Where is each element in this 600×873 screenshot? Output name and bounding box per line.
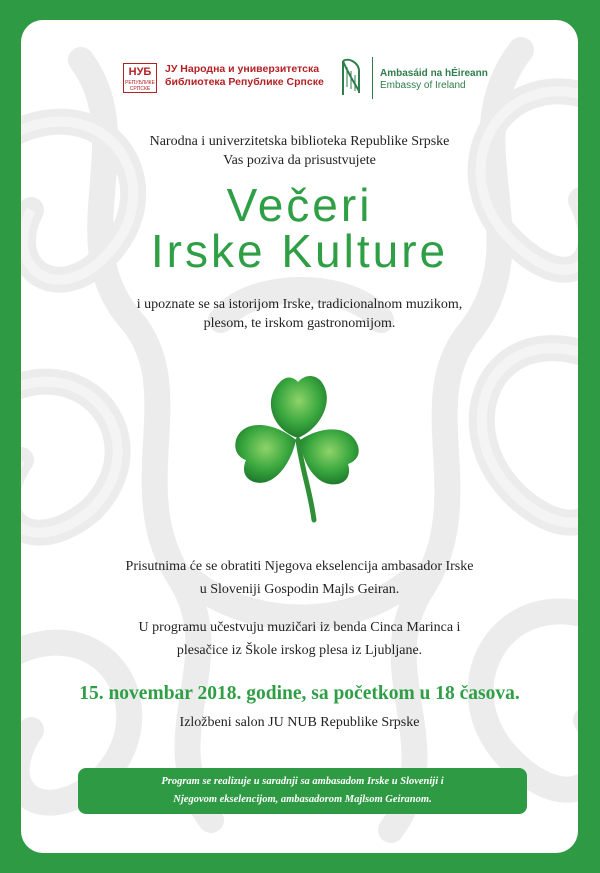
- nub-logo-mark: [123, 63, 157, 93]
- venue-text: Izložbeni salon JU NUB Republike Srpske: [179, 715, 420, 730]
- subtitle-line-1: i upoznate se sa istorijom Irske, tradicionalnom muzikom,: [136, 297, 463, 312]
- harp-icon: [339, 57, 363, 97]
- speech-text: [21, 557, 578, 599]
- speech-line-1: Prisutnima će se obratiti Njegova ekselencija ambasador Irske: [125, 559, 474, 574]
- nub-mark-text: НУБ: [128, 66, 152, 78]
- shamrock-icon: [232, 360, 362, 525]
- program-text: [21, 618, 578, 660]
- banner-line-1: Program se realizuje u saradnji sa ambasadom Irske u Sloveniji i: [161, 776, 444, 787]
- title-line-2: Irske Kulture: [150, 225, 449, 277]
- embassy-line-irish: Ambasáid na hÉireann: [380, 68, 488, 79]
- cooperation-banner: [78, 768, 527, 814]
- speech-line-2: u Sloveniji Gospodin Majls Geiran.: [199, 582, 400, 597]
- banner-line-2: Njegovom ekselencijom, ambasadorom Majlsom Geiranom.: [173, 794, 432, 805]
- nub-line-2: библиотека Републике Српске: [165, 76, 324, 88]
- embassy-line-english: Embassy of Ireland: [380, 80, 466, 91]
- invitation-card: [21, 20, 578, 853]
- embassy-logo-text: [380, 68, 530, 92]
- title-line-1: Večeri: [226, 179, 373, 231]
- nub-line-1: ЈУ Народна и универзитетска: [165, 63, 320, 75]
- subtitle-line-2: plesom, te irskom gastronomijom.: [203, 316, 396, 331]
- intro-line-2: Vas poziva da prisustvujete: [223, 153, 376, 168]
- intro-text: [21, 132, 578, 170]
- subtitle-text: [21, 295, 578, 333]
- program-line-2: plesačice iz Škole irskog plesa iz Ljubljane.: [176, 643, 423, 658]
- embassy-divider: [372, 57, 373, 99]
- nub-mark-subtext: РЕПУБЛИКЕ СРПСКЕ: [125, 80, 155, 92]
- nub-logo-text: [165, 63, 365, 89]
- event-date: 15. novembar 2018. godine, sa početkom u 18 časova.: [79, 683, 520, 704]
- intro-line-1: Narodna i univerzitetska biblioteka Republike Srpske: [149, 134, 450, 149]
- program-line-1: U programu učestvuju muzičari iz benda Cinca Marinca i: [138, 620, 461, 635]
